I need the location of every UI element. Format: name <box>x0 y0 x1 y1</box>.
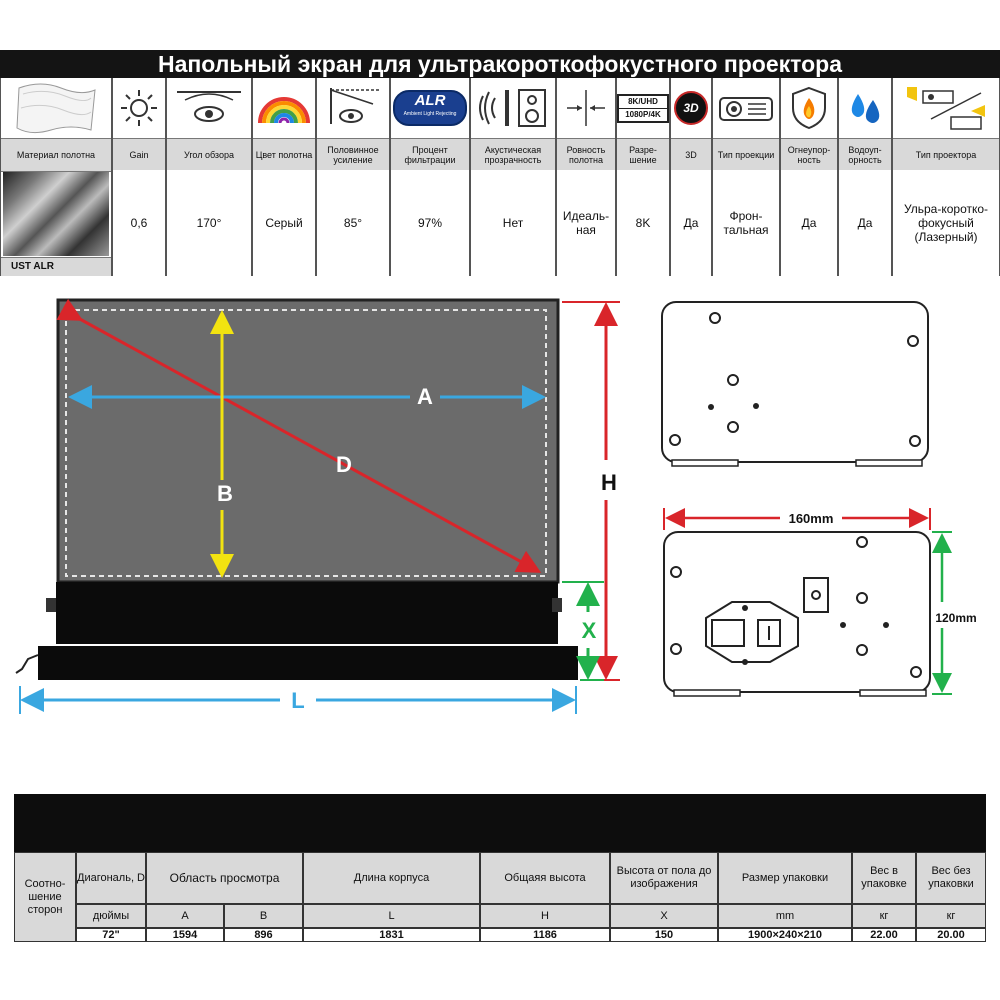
table-header: Высота от пола до изображения <box>610 852 718 904</box>
end-cap-view-top <box>662 302 928 466</box>
spec-header: Материал полотна <box>1 138 111 172</box>
spec-header: 3D <box>671 138 711 172</box>
table-header: Общаяя высота <box>480 852 610 904</box>
3d-icon <box>671 78 711 138</box>
spec-value: Да <box>839 170 891 276</box>
water-drops-icon <box>839 78 891 138</box>
resolution-icon <box>617 78 669 138</box>
table-unit: дюймы <box>76 904 146 928</box>
spec-value: 8K <box>617 170 669 276</box>
spec-value: Да <box>671 170 711 276</box>
speaker-icon <box>471 78 555 138</box>
projector-icon <box>713 78 779 138</box>
table-header: Вес в упаковке <box>852 852 916 904</box>
rainbow-icon <box>253 78 315 138</box>
spec-value: 85° <box>317 170 389 276</box>
spec-col-half-gain <box>316 78 390 276</box>
label-x: X <box>581 618 597 643</box>
table-cell: 1900×240×210 <box>718 928 852 942</box>
spec-col-filter <box>390 78 470 276</box>
end-cap-view-power <box>664 532 930 696</box>
material-texture-image <box>3 172 109 256</box>
spec-value: 170° <box>167 170 251 276</box>
box-width-label: 160mm <box>788 511 834 526</box>
size-table <box>14 794 986 950</box>
spec-header: Акустическая прозрачность <box>471 138 555 172</box>
spec-col-viewing-angle <box>166 78 252 276</box>
spec-value: 0,6 <box>113 170 165 276</box>
table-unit: L <box>303 904 480 928</box>
resolution-line-1: 8K/UHD <box>619 96 667 109</box>
spec-col-flatness <box>556 78 616 276</box>
spec-table <box>0 50 1000 276</box>
spec-value: Идеаль-ная <box>557 170 615 276</box>
spec-header: Цвет полотна <box>253 138 315 172</box>
table-unit: кг <box>916 904 986 928</box>
viewing-angle-eye-icon <box>167 78 251 138</box>
spec-header: Процент фильтрации <box>391 138 469 172</box>
spec-value: UST ALR <box>1 257 111 276</box>
spec-header: Тип проектора <box>893 138 999 172</box>
table-header: Размер упаковки <box>718 852 852 904</box>
alr-badge-icon <box>391 78 469 138</box>
spec-col-material <box>0 78 112 276</box>
spec-header: Тип проекции <box>713 138 779 172</box>
table-unit: кг <box>852 904 916 928</box>
table-unit: H <box>480 904 610 928</box>
ust-projector-icon <box>893 78 999 138</box>
table-cell: 1594 <box>146 928 224 942</box>
label-l: L <box>291 688 305 713</box>
table-cell: 22.00 <box>852 928 916 942</box>
spec-col-resolution <box>616 78 670 276</box>
spec-value: Нет <box>471 170 555 276</box>
spec-col-acoustic <box>470 78 556 276</box>
table-unit: mm <box>718 904 852 928</box>
flatness-icon <box>557 78 615 138</box>
spec-col-3d <box>670 78 712 276</box>
spec-col-fireproof <box>780 78 838 276</box>
alr-badge-text: ALR <box>414 92 446 109</box>
fabric-icon <box>1 78 111 138</box>
spec-header: Водоуп-орность <box>839 138 891 172</box>
table-header: Область просмотра <box>146 852 303 904</box>
table-unit: A <box>146 904 224 928</box>
table-header: Диагональ, D <box>76 852 146 904</box>
table-cell: 72" <box>76 928 146 942</box>
spec-value: Фрон-тальная <box>713 170 779 276</box>
box-height-label: 120mm <box>935 611 977 625</box>
label-d: D <box>336 452 352 477</box>
spec-header: Разре-шение <box>617 138 669 172</box>
table-cell: 896 <box>224 928 303 942</box>
spec-value: Да <box>781 170 837 276</box>
spec-header: Gain <box>113 138 165 172</box>
label-h: H <box>601 470 617 495</box>
table-cell: 1186 <box>480 928 610 942</box>
spec-header: Огнеупор-ность <box>781 138 837 172</box>
3d-icon-text: 3D <box>674 91 708 125</box>
spec-col-color <box>252 78 316 276</box>
spec-col-projector-type <box>892 78 1000 276</box>
spec-header: Ровность полотна <box>557 138 615 172</box>
spec-header: Половинное усиление <box>317 138 389 172</box>
spec-col-gain <box>112 78 166 276</box>
table-cell: 150 <box>610 928 718 942</box>
spec-col-waterproof <box>838 78 892 276</box>
spec-value: Серый <box>253 170 315 276</box>
table-header: Соотно-шение сторон <box>14 852 76 942</box>
projection-screen <box>16 300 578 680</box>
screen-dimensions-diagram <box>0 290 1000 720</box>
spec-value: 97% <box>391 170 469 276</box>
label-b: B <box>217 481 233 506</box>
table-cell: 20.00 <box>916 928 986 942</box>
sun-brightness-icon <box>113 78 165 138</box>
table-unit: X <box>610 904 718 928</box>
alr-badge-subtext: Ambient Light Rejecting <box>403 111 457 117</box>
label-a: A <box>417 384 433 409</box>
resolution-line-2: 1080P/4K <box>625 109 661 119</box>
table-header: Вес без упаковки <box>916 852 986 904</box>
page-title: Напольный экран для ультракороткофокустного проектора <box>0 50 1000 78</box>
table-header: Длина корпуса <box>303 852 480 904</box>
spec-header: Угол обзора <box>167 138 251 172</box>
half-gain-eye-icon <box>317 78 389 138</box>
fire-shield-icon <box>781 78 837 138</box>
table-cell: 1831 <box>303 928 480 942</box>
spec-col-projection <box>712 78 780 276</box>
spec-value: Ульра-коротко-фокусный (Лазерный) <box>893 170 999 276</box>
size-table-dark-header <box>14 794 986 852</box>
table-unit: B <box>224 904 303 928</box>
